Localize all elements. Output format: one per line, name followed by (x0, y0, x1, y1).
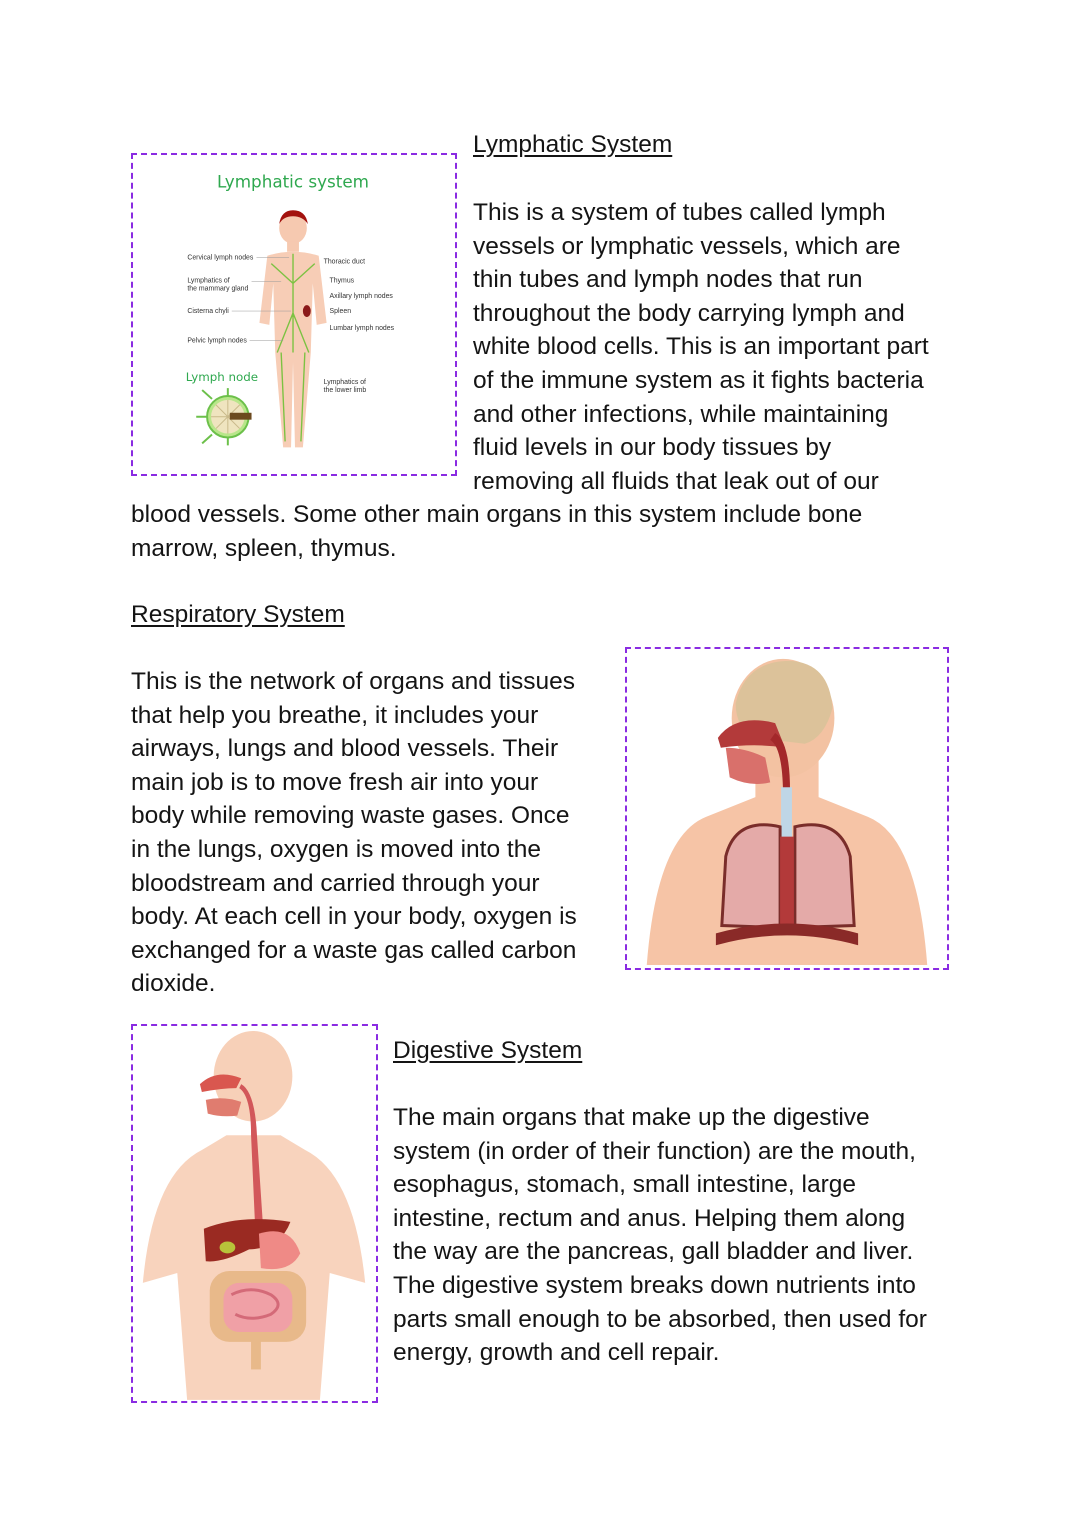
lymphatic-paragraph-full: blood vessels. Some other main organs in this system include bone marrow, spleen, thymus. (131, 501, 863, 562)
digestive-paragraph: The main organs that make up the digestive system (in order of their function) are the mouth, esophagus, stomach, small intestine, large intestine, rectum and anus. Helping them along the way are the pancreas, gall bladder and liver. The digestive system breaks down nutrients into parts small enough to be absorbed, then used for energy, growth and cell repair. (393, 1104, 927, 1367)
digestive-system-figure (131, 1024, 378, 1403)
respiratory-heading: Respiratory System (131, 601, 345, 628)
svg-text:Lymphatics of: Lymphatics of (323, 379, 366, 387)
lymphatic-system-illustration (133, 155, 455, 474)
svg-text:Pelvic lymph nodes: Pelvic lymph nodes (187, 337, 247, 345)
lymph-node-icon (196, 388, 251, 445)
digestive-system-illustration (133, 1026, 376, 1401)
svg-text:Axillary lymph nodes: Axillary lymph nodes (329, 293, 393, 301)
digestive-heading: Digestive System (393, 1037, 583, 1064)
svg-text:Lymphatics of: Lymphatics of (187, 277, 230, 285)
right-labels (324, 259, 395, 394)
lymphatic-paragraph-wrapped: This is a system of tubes called lymph vessels or lymphatic vessels, which are thin tubes and lymph nodes that run throughout the body carrying lymph and white blood cells. This is an important part of the immune system as it fights bacteria and other infections, while maintaining fluid levels in our body tissues by removing all fluids that leak out of our (473, 199, 929, 495)
svg-text:Spleen: Spleen (329, 308, 352, 316)
respiratory-system-illustration (627, 649, 947, 968)
svg-text:the mammary gland: the mammary gland (187, 285, 249, 293)
lymphatic-heading: Lymphatic System (473, 131, 673, 158)
svg-text:the lower limb: the lower limb (323, 387, 367, 395)
lungs-icon (716, 825, 858, 945)
svg-text:Thoracic duct: Thoracic duct (323, 258, 366, 266)
figure-title: Lymphatic system (217, 171, 370, 192)
respiratory-system-figure (625, 647, 949, 970)
body-silhouette-icon (259, 210, 326, 447)
respiratory-paragraph: This is the network of organs and tissues that help you breathe, it includes your airways, lungs and blood vessels. Their main job is to move fresh air into your body while removing waste gases. Once in the lungs, oxygen is moved into the bloodstream and carried through your body. At each cell in your body, oxygen is exchanged for a waste gas called carbon dioxide. (131, 668, 577, 998)
svg-text:Lumbar lymph nodes: Lumbar lymph nodes (329, 324, 395, 332)
svg-text:Cervical lymph nodes: Cervical lymph nodes (187, 254, 254, 262)
svg-text:Thymus: Thymus (329, 277, 355, 285)
svg-text:Cisterna chyli: Cisterna chyli (187, 308, 229, 316)
inset-title: Lymph node (185, 370, 259, 385)
lymphatic-system-figure (131, 153, 457, 476)
